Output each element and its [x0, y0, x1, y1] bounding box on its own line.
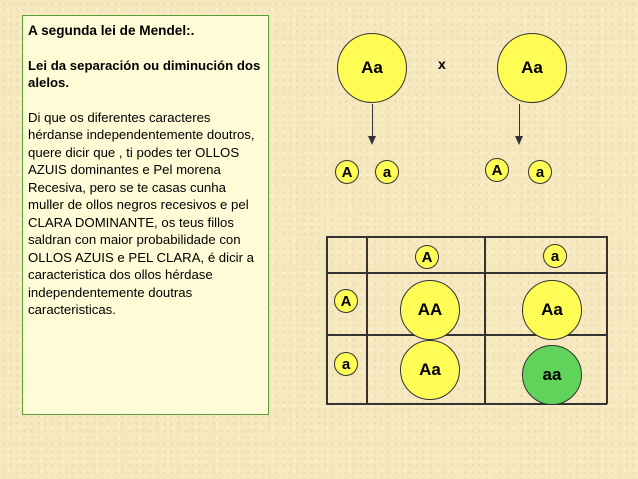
arrow-head-parent1: [368, 136, 376, 145]
gamete-parent1-dominant: A: [335, 160, 359, 184]
gamete-parent2-recessive: a: [528, 160, 552, 184]
grid-line-bottom: [326, 403, 607, 405]
explanation-panel: [22, 15, 269, 415]
grid-line-left: [326, 236, 328, 404]
col-header-recessive: a: [543, 244, 567, 268]
grid-line-right: [606, 236, 608, 404]
parent1-genotype: Aa: [337, 33, 407, 103]
grid-line-rowhead: [366, 236, 368, 404]
panel-title: A segunda lei de Mendel:.: [28, 23, 195, 38]
cell-aa: aa: [522, 345, 582, 405]
row-header-dominant: A: [334, 289, 358, 313]
cell-Aa-bottom: Aa: [400, 340, 460, 400]
cross-symbol: x: [438, 56, 446, 72]
panel-subtitle: Lei da separación ou diminución dos alelos.: [28, 57, 261, 90]
arrow-head-parent2: [515, 136, 523, 145]
parent2-genotype: Aa: [497, 33, 567, 103]
grid-line-header: [326, 272, 607, 274]
row-header-recessive: a: [334, 352, 358, 376]
gamete-parent2-dominant: A: [485, 158, 509, 182]
cell-Aa-top: Aa: [522, 280, 582, 340]
col-header-dominant: A: [415, 245, 439, 269]
panel-body: Di que os diferentes caracteres hérdanse independentemente doutros, quere dicir que , ti podes ter OLLOS AZUIS dominantes e Pel morena Recesiva, pero se te casas cunha muller de ollos negros recesivos e pel CLARA DOMINANTE, os teus fillos saldran con maior probabilidade con OLLOS AZUIS e PEL CLARA, é dicir a caracteristica dos ollos hérdase independentemente doutras caracteristicas.: [28, 109, 255, 317]
grid-line-center: [484, 236, 486, 404]
arrow-parent1: [372, 104, 373, 138]
gamete-parent1-recessive: a: [375, 160, 399, 184]
grid-line-top: [326, 236, 607, 238]
cell-AA: AA: [400, 280, 460, 340]
arrow-parent2: [519, 104, 520, 138]
